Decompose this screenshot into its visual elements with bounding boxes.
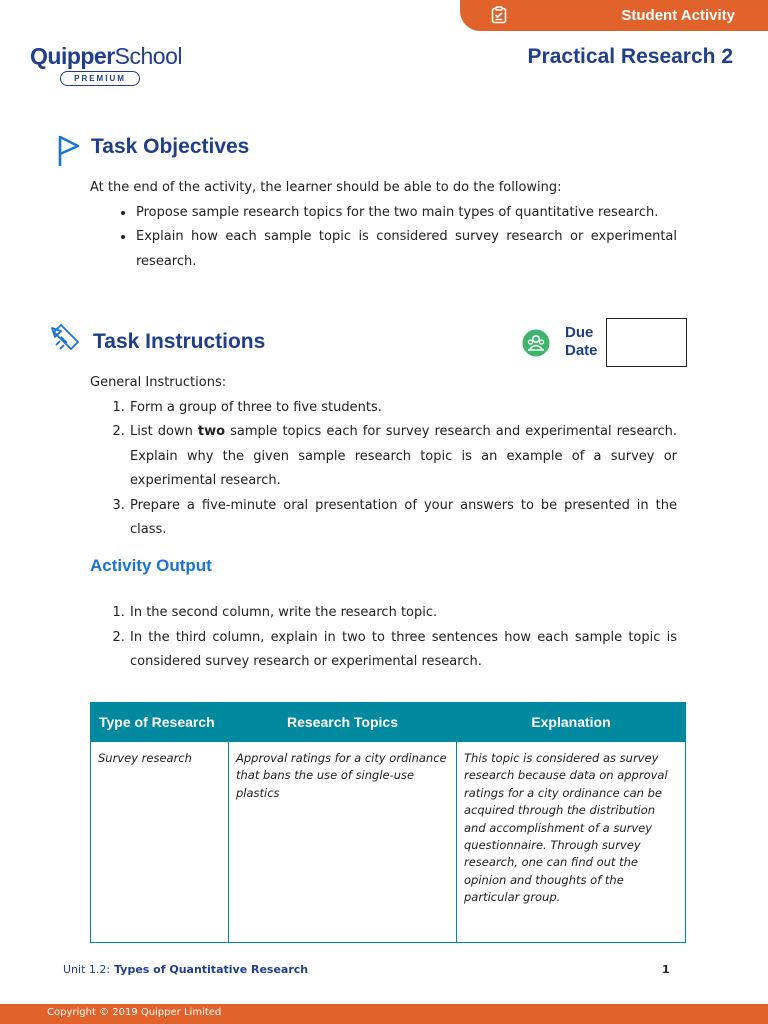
- objective-item: • Propose sample research topics for the two main types of quantitative research.: [135, 201, 677, 226]
- column-header: Research Topics: [229, 703, 457, 742]
- premium-badge: PREMIUM: [60, 71, 140, 86]
- instruction-text: sample topics each for survey research and experimental research. Explain why the given sample research topic is an example of a survey or experimental research.: [130, 424, 677, 488]
- objectives-body: [90, 176, 677, 274]
- due-date-field[interactable]: [606, 318, 687, 367]
- instruction-item: 3. Prepare a five-minute oral presentation of your answers to be presented in the class.: [129, 494, 677, 543]
- unit-title: Types of Quantitative Research: [114, 963, 309, 976]
- due-label-line2: Date: [565, 342, 598, 359]
- cell-explanation[interactable]: This topic is considered as survey research because data on approval ratings for a city ordinance can be acquired through the distribution and accomplishment of a survey questionnaire. Through survey research, one can find out the opinion and thoughts of the particular group.: [457, 742, 686, 943]
- instruction-item: [129, 420, 677, 494]
- activity-output-heading: Activity Output: [90, 556, 212, 575]
- task-instructions-heading: Task Instructions: [93, 330, 266, 353]
- objectives-list: [90, 201, 677, 275]
- task-objectives-heading: Task Objectives: [91, 135, 250, 158]
- tab-label: Student Activity: [621, 7, 735, 24]
- group-people-icon: [522, 329, 550, 357]
- table-header-row: [91, 703, 686, 742]
- instruction-item: 1. Form a group of three to five students.: [129, 396, 677, 421]
- clipboard-check-icon: [490, 6, 508, 24]
- activity-output-body: [90, 601, 677, 675]
- activity-steps-list: [90, 601, 677, 675]
- quipper-school-logo: [30, 43, 182, 86]
- activity-output-table: [90, 702, 686, 943]
- due-date-label: [565, 324, 598, 360]
- logo-text-light: School: [114, 43, 182, 69]
- copyright-text: Copyright © 2019 Quipper Limited: [47, 1007, 222, 1018]
- student-activity-tab: [460, 0, 768, 31]
- objectives-intro: At the end of the activity, the learner should be able to do the following:: [90, 180, 562, 195]
- column-header: Type of Research: [91, 703, 229, 742]
- activity-step: 2. In the third column, explain in two to three sentences how each sample topic is considered survey research or experimental research.: [129, 626, 677, 675]
- instruction-emphasis: two: [197, 424, 226, 439]
- activity-step: 1. In the second column, write the research topic.: [129, 601, 677, 626]
- footer-unit: [63, 963, 308, 976]
- subject-title: Practical Research 2: [527, 45, 733, 68]
- objective-item: • Explain how each sample topic is considered survey research or experimental research.: [135, 225, 677, 274]
- table-row: [91, 742, 686, 943]
- column-header: Explanation: [457, 703, 686, 742]
- instructions-body: [90, 371, 677, 543]
- footer-bar: [0, 1004, 768, 1024]
- pencil-ruler-icon: [47, 323, 81, 357]
- flag-icon: [56, 134, 82, 168]
- due-label-line1: Due: [565, 324, 594, 341]
- cell-type: Survey research: [91, 742, 229, 943]
- general-instructions-label: General Instructions:: [90, 375, 227, 390]
- unit-label: Unit 1.2:: [63, 963, 111, 976]
- instructions-list: [90, 396, 677, 543]
- page-number: 1: [662, 963, 670, 976]
- logo-text-bold: Quipper: [30, 43, 115, 69]
- instruction-text: List down: [130, 424, 198, 439]
- cell-topic[interactable]: Approval ratings for a city ordinance that bans the use of single-use plastics: [229, 742, 457, 943]
